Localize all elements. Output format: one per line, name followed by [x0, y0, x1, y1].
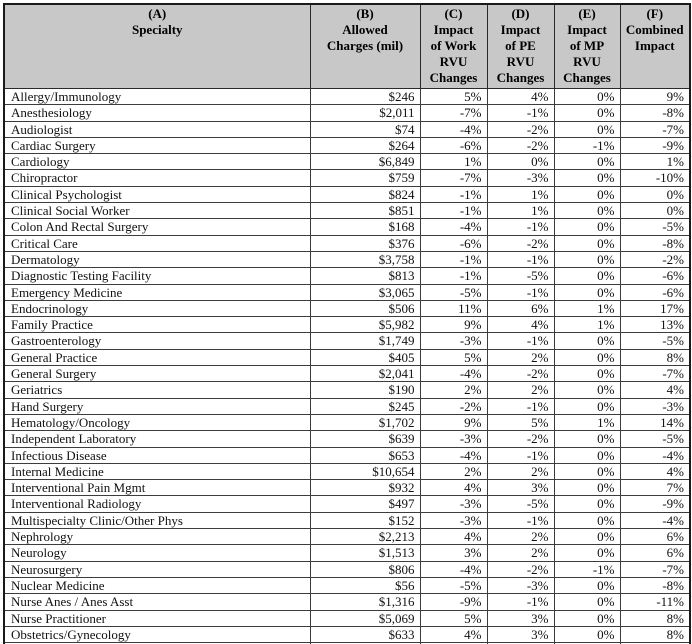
cell-combined-impact: 7% — [620, 480, 690, 496]
cell-combined-impact: -8% — [620, 235, 690, 251]
cell-work-rvu-impact: -1% — [420, 203, 487, 219]
cell-work-rvu-impact: -6% — [420, 235, 487, 251]
table-row — [4, 154, 690, 170]
cell-work-rvu-impact: 4% — [420, 480, 487, 496]
cell-mp-rvu-impact: 0% — [554, 496, 620, 512]
cell-pe-rvu-impact: -5% — [487, 268, 554, 284]
cell-work-rvu-impact: -9% — [420, 594, 487, 610]
cell-pe-rvu-impact: 4% — [487, 89, 554, 105]
cell-mp-rvu-impact: 0% — [554, 529, 620, 545]
cell-allowed-charges: $806 — [310, 561, 420, 577]
table-row — [4, 300, 690, 316]
cell-combined-impact: -6% — [620, 268, 690, 284]
cell-work-rvu-impact: -1% — [420, 268, 487, 284]
cell-combined-impact: -3% — [620, 398, 690, 414]
header-line: RVU — [573, 54, 601, 69]
cell-pe-rvu-impact: -2% — [487, 561, 554, 577]
cell-combined-impact: 4% — [620, 463, 690, 479]
cell-specialty: Geriatrics — [4, 382, 310, 398]
cell-mp-rvu-impact: 0% — [554, 577, 620, 593]
cell-specialty: Allergy/Immunology — [4, 89, 310, 105]
cell-pe-rvu-impact: -5% — [487, 496, 554, 512]
cell-specialty: Clinical Social Worker — [4, 203, 310, 219]
cell-mp-rvu-impact: 0% — [554, 203, 620, 219]
cell-mp-rvu-impact: 0% — [554, 170, 620, 186]
header-line: RVU — [439, 54, 468, 69]
table-row — [4, 170, 690, 186]
cell-specialty: Family Practice — [4, 317, 310, 333]
cell-allowed-charges: $497 — [310, 496, 420, 512]
header-line: (A) — [148, 6, 167, 21]
cell-mp-rvu-impact: 0% — [554, 431, 620, 447]
cell-allowed-charges: $5,069 — [310, 610, 420, 626]
cell-pe-rvu-impact: -2% — [487, 235, 554, 251]
cell-allowed-charges: $405 — [310, 349, 420, 365]
table-row — [4, 463, 690, 479]
cell-combined-impact: 0% — [620, 203, 690, 219]
cell-combined-impact: 8% — [620, 610, 690, 626]
table-row — [4, 545, 690, 561]
cell-work-rvu-impact: -4% — [420, 219, 487, 235]
cell-specialty: Audiologist — [4, 121, 310, 137]
cell-allowed-charges: $653 — [310, 447, 420, 463]
cell-pe-rvu-impact: -1% — [487, 333, 554, 349]
table-header — [4, 4, 690, 89]
cell-combined-impact: -8% — [620, 577, 690, 593]
table-row — [4, 268, 690, 284]
cell-specialty: Dermatology — [4, 251, 310, 267]
cell-work-rvu-impact: -3% — [420, 496, 487, 512]
cell-pe-rvu-impact: 1% — [487, 186, 554, 202]
table-row — [4, 105, 690, 121]
header-line: (E) — [578, 6, 596, 21]
cell-mp-rvu-impact: 0% — [554, 154, 620, 170]
cell-work-rvu-impact: -3% — [420, 431, 487, 447]
header-line: Impact — [567, 22, 607, 37]
header-line: Combined — [625, 22, 684, 37]
cell-pe-rvu-impact: -3% — [487, 577, 554, 593]
table-row — [4, 219, 690, 235]
cell-specialty: Chiropractor — [4, 170, 310, 186]
cell-pe-rvu-impact: 3% — [487, 480, 554, 496]
table-row — [4, 447, 690, 463]
cell-mp-rvu-impact: 0% — [554, 512, 620, 528]
cell-work-rvu-impact: -3% — [420, 512, 487, 528]
cell-specialty: Neurosurgery — [4, 561, 310, 577]
table-row — [4, 121, 690, 137]
cell-allowed-charges: $264 — [310, 137, 420, 153]
cell-combined-impact: -8% — [620, 105, 690, 121]
cell-specialty: Colon And Rectal Surgery — [4, 219, 310, 235]
cell-allowed-charges: $1,316 — [310, 594, 420, 610]
cell-combined-impact: -6% — [620, 284, 690, 300]
cell-combined-impact: -11% — [620, 594, 690, 610]
cell-allowed-charges: $152 — [310, 512, 420, 528]
table-row — [4, 366, 690, 382]
table-row — [4, 414, 690, 430]
cell-pe-rvu-impact: -1% — [487, 251, 554, 267]
cell-work-rvu-impact: -4% — [420, 121, 487, 137]
cell-allowed-charges: $506 — [310, 300, 420, 316]
table-row — [4, 577, 690, 593]
cell-combined-impact: -4% — [620, 512, 690, 528]
cell-mp-rvu-impact: 0% — [554, 121, 620, 137]
cell-allowed-charges: $1,702 — [310, 414, 420, 430]
cell-work-rvu-impact: -1% — [420, 186, 487, 202]
cell-work-rvu-impact: 9% — [420, 414, 487, 430]
cell-pe-rvu-impact: -2% — [487, 366, 554, 382]
cell-allowed-charges: $376 — [310, 235, 420, 251]
header-line: of PE — [505, 38, 536, 53]
cell-mp-rvu-impact: 0% — [554, 480, 620, 496]
cell-combined-impact: -5% — [620, 219, 690, 235]
cell-allowed-charges: $824 — [310, 186, 420, 202]
cell-allowed-charges: $2,041 — [310, 366, 420, 382]
cell-specialty: General Surgery — [4, 366, 310, 382]
cell-mp-rvu-impact: 0% — [554, 251, 620, 267]
cell-mp-rvu-impact: -1% — [554, 561, 620, 577]
cell-mp-rvu-impact: 0% — [554, 447, 620, 463]
cell-combined-impact: 6% — [620, 529, 690, 545]
cell-pe-rvu-impact: -1% — [487, 105, 554, 121]
cell-specialty: Independent Laboratory — [4, 431, 310, 447]
cell-allowed-charges: $639 — [310, 431, 420, 447]
cell-mp-rvu-impact: 0% — [554, 268, 620, 284]
cell-combined-impact: 4% — [620, 382, 690, 398]
cell-specialty: Infectious Disease — [4, 447, 310, 463]
cell-work-rvu-impact: 2% — [420, 463, 487, 479]
cell-pe-rvu-impact: -1% — [487, 447, 554, 463]
cell-allowed-charges: $168 — [310, 219, 420, 235]
cell-pe-rvu-impact: 3% — [487, 610, 554, 626]
table-row — [4, 333, 690, 349]
header-line: RVU — [506, 54, 535, 69]
cell-work-rvu-impact: -7% — [420, 105, 487, 121]
cell-work-rvu-impact: -5% — [420, 284, 487, 300]
cell-allowed-charges: $56 — [310, 577, 420, 593]
cell-specialty: Endocrinology — [4, 300, 310, 316]
cell-combined-impact: 8% — [620, 626, 690, 642]
cell-combined-impact: -10% — [620, 170, 690, 186]
cell-allowed-charges: $2,011 — [310, 105, 420, 121]
header-line: Allowed — [342, 22, 388, 37]
cell-combined-impact: -2% — [620, 251, 690, 267]
cell-allowed-charges: $6,849 — [310, 154, 420, 170]
cell-mp-rvu-impact: 0% — [554, 349, 620, 365]
cell-work-rvu-impact: 5% — [420, 89, 487, 105]
cell-specialty: Clinical Psychologist — [4, 186, 310, 202]
cell-allowed-charges: $5,982 — [310, 317, 420, 333]
table-row — [4, 594, 690, 610]
cell-work-rvu-impact: -2% — [420, 398, 487, 414]
cell-specialty: Critical Care — [4, 235, 310, 251]
specialty-impact-table — [3, 3, 691, 644]
cell-work-rvu-impact: 2% — [420, 382, 487, 398]
table-row — [4, 512, 690, 528]
cell-allowed-charges: $190 — [310, 382, 420, 398]
cell-pe-rvu-impact: 3% — [487, 626, 554, 642]
table-body — [4, 89, 690, 644]
cell-pe-rvu-impact: -2% — [487, 137, 554, 153]
cell-mp-rvu-impact: 0% — [554, 89, 620, 105]
cell-combined-impact: 9% — [620, 89, 690, 105]
cell-combined-impact: -7% — [620, 121, 690, 137]
cell-work-rvu-impact: 4% — [420, 529, 487, 545]
cell-work-rvu-impact: -4% — [420, 366, 487, 382]
cell-work-rvu-impact: -5% — [420, 577, 487, 593]
header-line: (D) — [511, 6, 530, 21]
table-row — [4, 626, 690, 642]
cell-allowed-charges: $851 — [310, 203, 420, 219]
cell-specialty: Interventional Radiology — [4, 496, 310, 512]
cell-pe-rvu-impact: 2% — [487, 529, 554, 545]
header-row — [4, 4, 690, 89]
cell-pe-rvu-impact: -1% — [487, 398, 554, 414]
cell-allowed-charges: $813 — [310, 268, 420, 284]
header-line: Impact — [500, 22, 541, 37]
column-header-combined-impact — [620, 4, 690, 89]
cell-pe-rvu-impact: 2% — [487, 545, 554, 561]
table-row — [4, 529, 690, 545]
cell-pe-rvu-impact: -1% — [487, 219, 554, 235]
cell-allowed-charges: $932 — [310, 480, 420, 496]
cell-mp-rvu-impact: 0% — [554, 398, 620, 414]
column-header-allowed-charges — [310, 4, 420, 89]
cell-combined-impact: -7% — [620, 561, 690, 577]
cell-mp-rvu-impact: 0% — [554, 284, 620, 300]
cell-allowed-charges: $10,654 — [310, 463, 420, 479]
cell-pe-rvu-impact: -2% — [487, 431, 554, 447]
cell-allowed-charges: $759 — [310, 170, 420, 186]
table-row — [4, 349, 690, 365]
header-line: Changes — [429, 70, 478, 85]
cell-pe-rvu-impact: 6% — [487, 300, 554, 316]
table-row — [4, 480, 690, 496]
cell-specialty: Gastroenterology — [4, 333, 310, 349]
table-row — [4, 251, 690, 267]
cell-combined-impact: 17% — [620, 300, 690, 316]
cell-specialty: Diagnostic Testing Facility — [4, 268, 310, 284]
cell-work-rvu-impact: 3% — [420, 545, 487, 561]
table-row — [4, 235, 690, 251]
header-line: Changes — [563, 70, 611, 85]
table-row — [4, 382, 690, 398]
cell-combined-impact: 6% — [620, 545, 690, 561]
cell-mp-rvu-impact: 0% — [554, 105, 620, 121]
cell-mp-rvu-impact: 0% — [554, 186, 620, 202]
cell-allowed-charges: $1,513 — [310, 545, 420, 561]
cell-allowed-charges: $2,213 — [310, 529, 420, 545]
cell-specialty: Nurse Practitioner — [4, 610, 310, 626]
cell-specialty: General Practice — [4, 349, 310, 365]
table-row — [4, 561, 690, 577]
cell-pe-rvu-impact: 4% — [487, 317, 554, 333]
table-row — [4, 610, 690, 626]
cell-specialty: Nephrology — [4, 529, 310, 545]
cell-allowed-charges: $246 — [310, 89, 420, 105]
cell-combined-impact: 13% — [620, 317, 690, 333]
cell-allowed-charges: $74 — [310, 121, 420, 137]
cell-specialty: Cardiology — [4, 154, 310, 170]
cell-mp-rvu-impact: 0% — [554, 235, 620, 251]
cell-mp-rvu-impact: 1% — [554, 414, 620, 430]
cell-mp-rvu-impact: 0% — [554, 594, 620, 610]
cell-combined-impact: -9% — [620, 137, 690, 153]
cell-combined-impact: -4% — [620, 447, 690, 463]
cell-work-rvu-impact: 11% — [420, 300, 487, 316]
cell-combined-impact: -7% — [620, 366, 690, 382]
cell-specialty: Nurse Anes / Anes Asst — [4, 594, 310, 610]
cell-combined-impact: -5% — [620, 333, 690, 349]
cell-mp-rvu-impact: 0% — [554, 610, 620, 626]
cell-specialty: Internal Medicine — [4, 463, 310, 479]
cell-pe-rvu-impact: -1% — [487, 512, 554, 528]
header-line: of MP — [569, 38, 605, 53]
cell-allowed-charges: $3,758 — [310, 251, 420, 267]
cell-mp-rvu-impact: 1% — [554, 317, 620, 333]
table-row — [4, 203, 690, 219]
header-line: (C) — [444, 6, 463, 21]
cell-pe-rvu-impact: 1% — [487, 203, 554, 219]
cell-work-rvu-impact: 4% — [420, 626, 487, 642]
cell-combined-impact: 1% — [620, 154, 690, 170]
column-header-work-rvu-impact — [420, 4, 487, 89]
cell-specialty: Nuclear Medicine — [4, 577, 310, 593]
table-row — [4, 496, 690, 512]
header-line: Specialty — [131, 22, 183, 37]
cell-pe-rvu-impact: 2% — [487, 463, 554, 479]
cell-mp-rvu-impact: -1% — [554, 137, 620, 153]
table-row — [4, 89, 690, 105]
cell-work-rvu-impact: -1% — [420, 251, 487, 267]
header-line: Impact — [433, 22, 474, 37]
cell-mp-rvu-impact: 0% — [554, 219, 620, 235]
cell-mp-rvu-impact: 0% — [554, 626, 620, 642]
column-header-specialty — [4, 4, 310, 89]
table-row — [4, 137, 690, 153]
cell-specialty: Hematology/Oncology — [4, 414, 310, 430]
cell-work-rvu-impact: 9% — [420, 317, 487, 333]
column-header-pe-rvu-impact — [487, 4, 554, 89]
cell-work-rvu-impact: -6% — [420, 137, 487, 153]
cell-pe-rvu-impact: -2% — [487, 121, 554, 137]
cell-allowed-charges: $633 — [310, 626, 420, 642]
cell-work-rvu-impact: -4% — [420, 447, 487, 463]
cell-work-rvu-impact: -4% — [420, 561, 487, 577]
cell-work-rvu-impact: -7% — [420, 170, 487, 186]
header-line: (F) — [646, 6, 664, 21]
cell-specialty: Emergency Medicine — [4, 284, 310, 300]
cell-specialty: Hand Surgery — [4, 398, 310, 414]
cell-work-rvu-impact: 5% — [420, 349, 487, 365]
cell-allowed-charges: $3,065 — [310, 284, 420, 300]
cell-pe-rvu-impact: -3% — [487, 170, 554, 186]
header-line: Charges (mil) — [326, 38, 404, 53]
cell-specialty: Neurology — [4, 545, 310, 561]
cell-combined-impact: 14% — [620, 414, 690, 430]
cell-specialty: Obstetrics/Gynecology — [4, 626, 310, 642]
cell-allowed-charges: $245 — [310, 398, 420, 414]
table-row — [4, 284, 690, 300]
cell-specialty: Interventional Pain Mgmt — [4, 480, 310, 496]
cell-combined-impact: -9% — [620, 496, 690, 512]
cell-allowed-charges: $1,749 — [310, 333, 420, 349]
cell-pe-rvu-impact: -1% — [487, 594, 554, 610]
cell-pe-rvu-impact: -1% — [487, 284, 554, 300]
header-line: of Work — [430, 38, 477, 53]
cell-work-rvu-impact: 5% — [420, 610, 487, 626]
cell-pe-rvu-impact: 5% — [487, 414, 554, 430]
cell-specialty: Cardiac Surgery — [4, 137, 310, 153]
cell-mp-rvu-impact: 0% — [554, 333, 620, 349]
header-line: Impact — [634, 38, 675, 53]
cell-pe-rvu-impact: 0% — [487, 154, 554, 170]
cell-combined-impact: 0% — [620, 186, 690, 202]
cell-mp-rvu-impact: 0% — [554, 382, 620, 398]
cell-mp-rvu-impact: 0% — [554, 463, 620, 479]
cell-specialty: Anesthesiology — [4, 105, 310, 121]
cell-mp-rvu-impact: 0% — [554, 366, 620, 382]
cell-combined-impact: 8% — [620, 349, 690, 365]
cell-mp-rvu-impact: 0% — [554, 545, 620, 561]
header-line: (B) — [356, 6, 374, 21]
column-header-mp-rvu-impact — [554, 4, 620, 89]
table-row — [4, 431, 690, 447]
cell-combined-impact: -5% — [620, 431, 690, 447]
table-row — [4, 186, 690, 202]
cell-mp-rvu-impact: 1% — [554, 300, 620, 316]
cell-specialty: Multispecialty Clinic/Other Phys — [4, 512, 310, 528]
cell-work-rvu-impact: -3% — [420, 333, 487, 349]
table-row — [4, 317, 690, 333]
cell-pe-rvu-impact: 2% — [487, 382, 554, 398]
table-row — [4, 398, 690, 414]
cell-pe-rvu-impact: 2% — [487, 349, 554, 365]
header-line: Changes — [496, 70, 545, 85]
cell-work-rvu-impact: 1% — [420, 154, 487, 170]
